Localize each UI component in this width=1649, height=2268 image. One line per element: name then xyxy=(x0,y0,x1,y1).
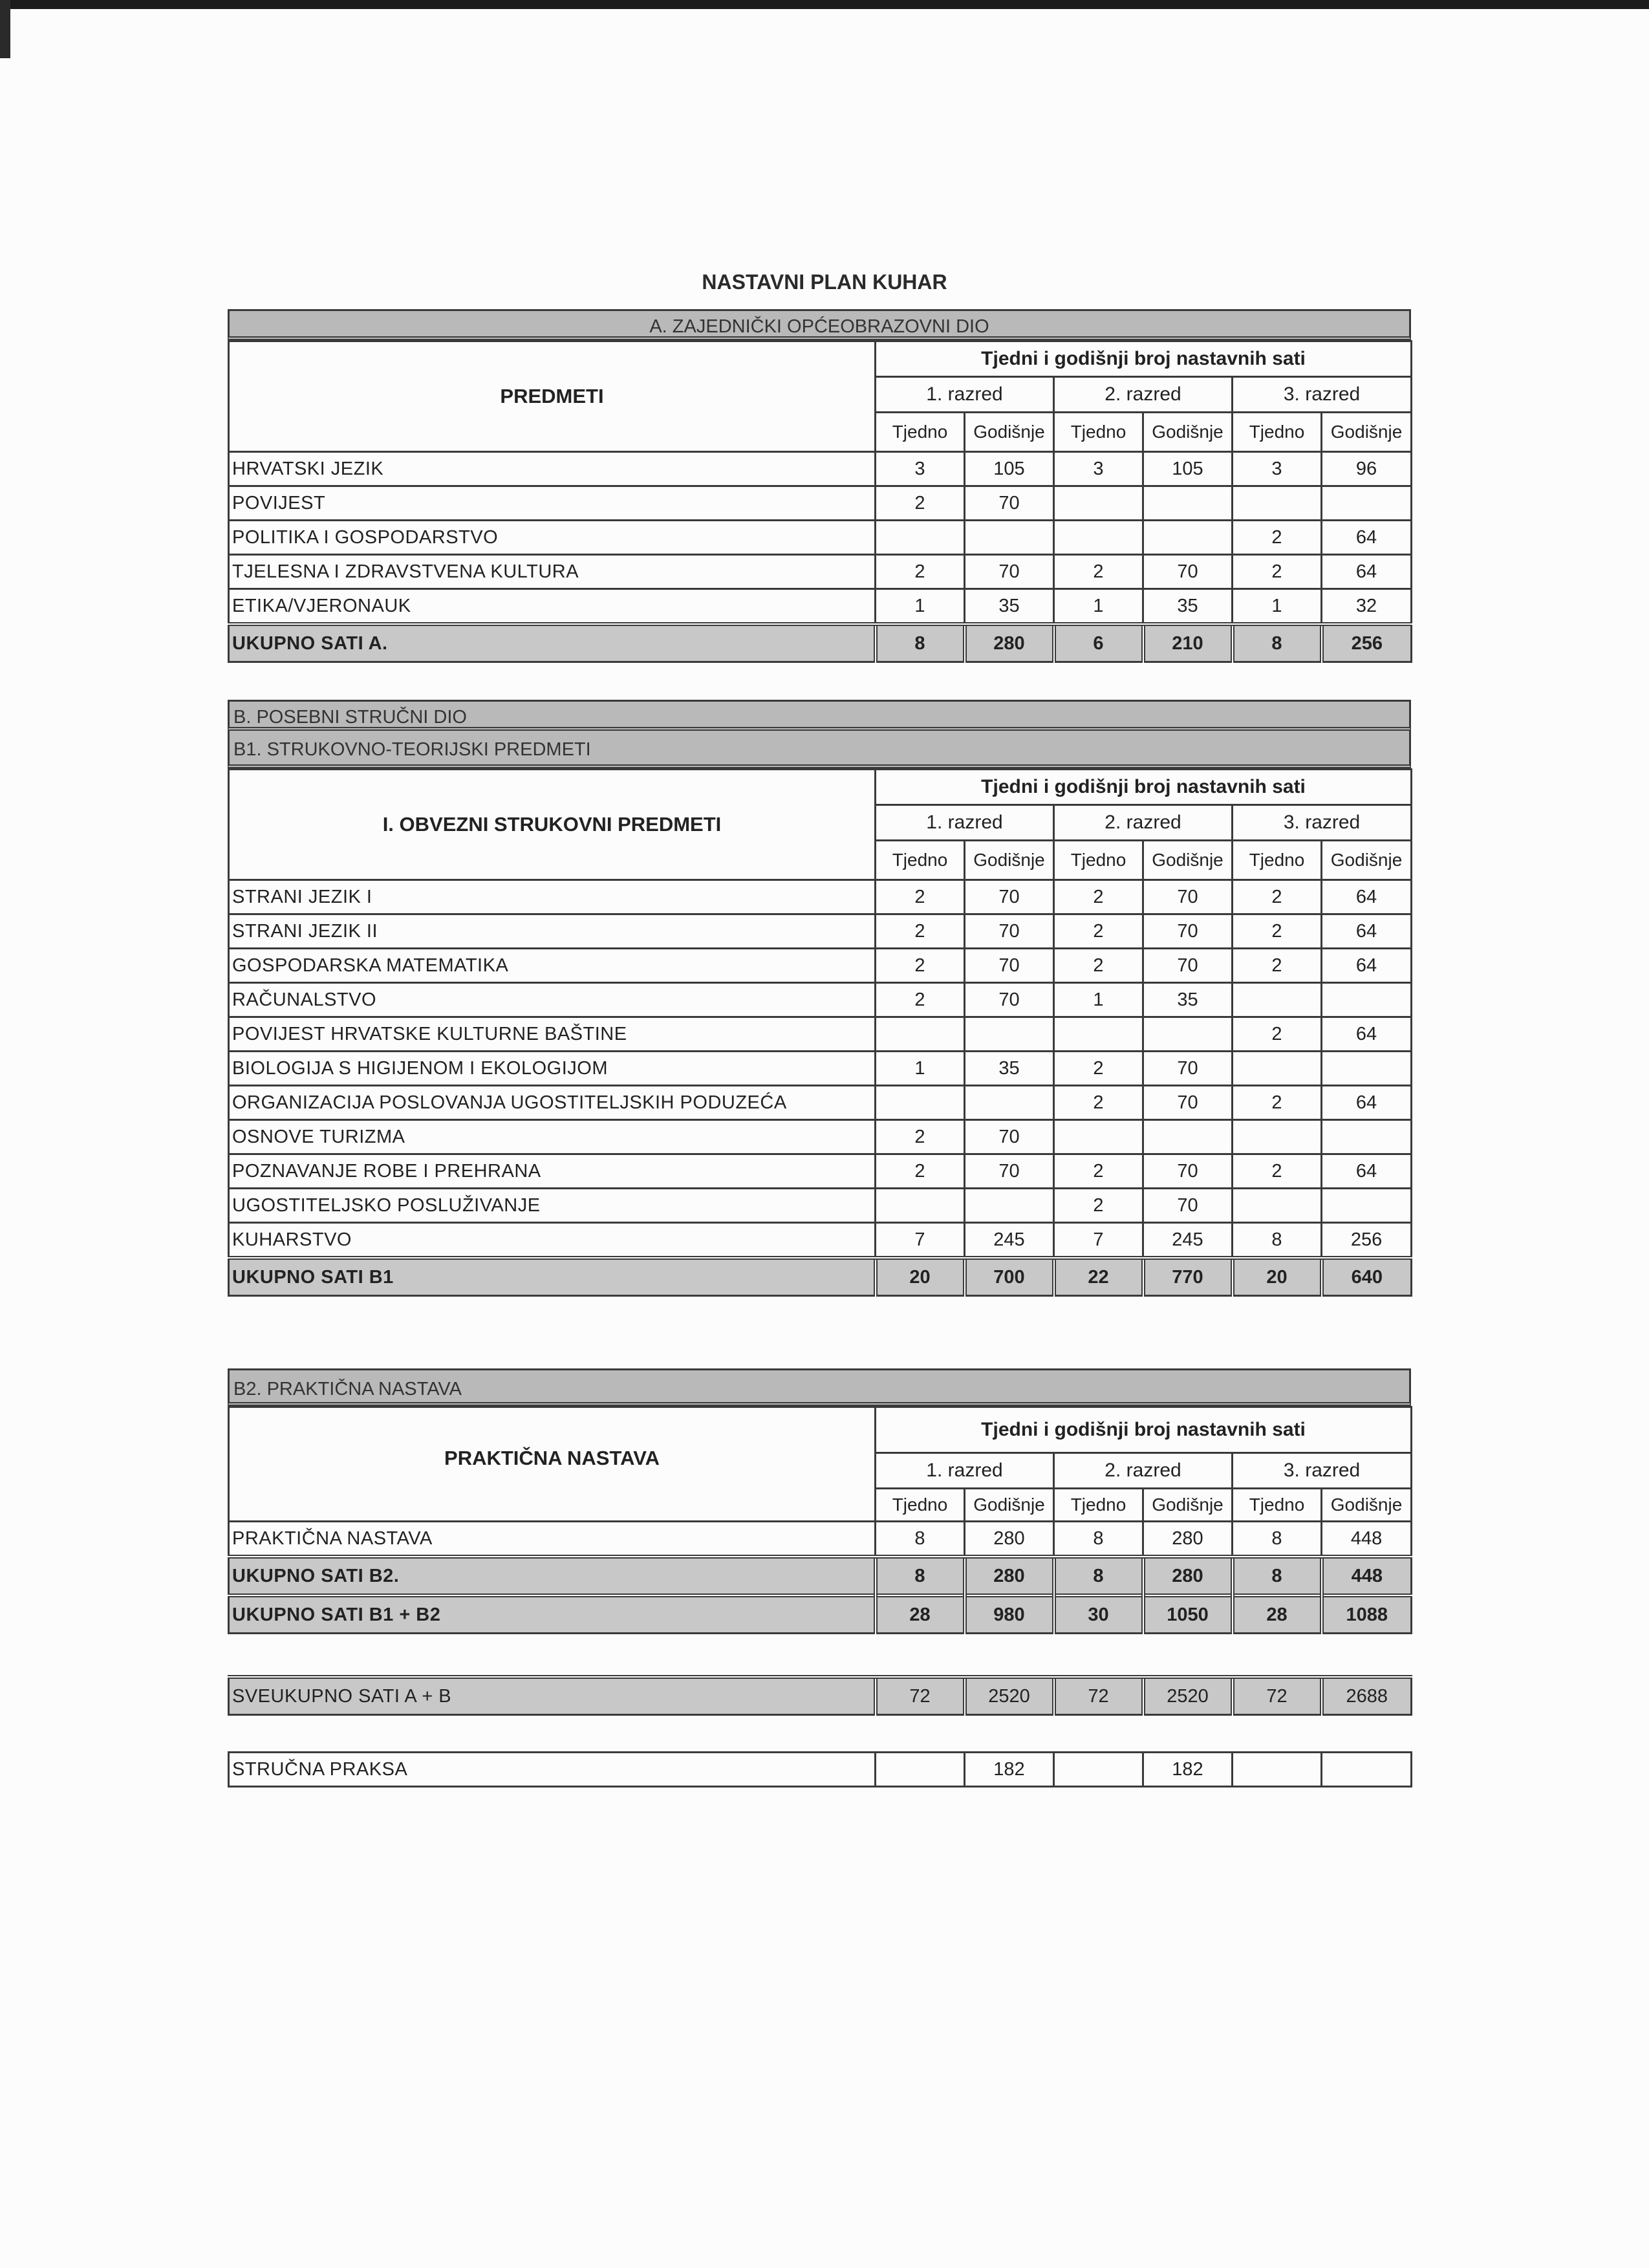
scan-edge-left xyxy=(0,0,10,58)
cell xyxy=(1322,1753,1412,1787)
praksa-table xyxy=(228,1751,1412,1787)
cell: 1050 xyxy=(1143,1595,1233,1634)
cell: 8 xyxy=(1233,624,1322,662)
weekly-hours-cell: 2 xyxy=(876,880,965,914)
weekly-hours-cell xyxy=(876,1017,965,1052)
weekly-hours-cell: 2 xyxy=(876,486,965,521)
subject-name: STRANI JEZIK I xyxy=(229,880,876,914)
annual-hours-cell: 448 xyxy=(1322,1522,1412,1557)
grand-total-row xyxy=(229,1677,1412,1715)
weekly-hours-cell: 1 xyxy=(1233,589,1322,625)
annual-hours-cell: 70 xyxy=(1143,555,1233,589)
section-b2-header: PRAKTIČNA NASTAVA xyxy=(229,1407,876,1522)
weekly-hours-cell: 3 xyxy=(876,452,965,486)
table-row xyxy=(229,452,1412,486)
subject-name: PRAKTIČNA NASTAVA xyxy=(229,1522,876,1557)
annual-hours-cell: 64 xyxy=(1322,880,1412,914)
annual-hours-cell: 70 xyxy=(1143,914,1233,949)
annual-hours-cell: 256 xyxy=(1322,1223,1412,1258)
weekly-hours-cell xyxy=(1054,1120,1143,1154)
annual-hours-cell: 105 xyxy=(1143,452,1233,486)
annual-hours-cell: 64 xyxy=(1322,1154,1412,1189)
tjedno-header: Tjedno xyxy=(1054,841,1143,880)
annual-hours-cell xyxy=(1322,1189,1412,1223)
tjedno-header: Tjedno xyxy=(1054,413,1143,452)
cell: 8 xyxy=(876,624,965,662)
annual-hours-cell: 70 xyxy=(1143,1052,1233,1086)
godisnje-header: Godišnje xyxy=(1322,413,1412,452)
cell: 8 xyxy=(1054,1557,1143,1595)
weekly-hours-cell: 2 xyxy=(1233,555,1322,589)
cell: 2520 xyxy=(1143,1677,1233,1715)
weekly-hours-cell: 1 xyxy=(1054,589,1143,625)
subject-name: POVIJEST HRVATSKE KULTURNE BAŠTINE xyxy=(229,1017,876,1052)
annual-hours-cell: 64 xyxy=(1322,521,1412,555)
annual-hours-cell: 64 xyxy=(1322,1086,1412,1120)
subject-name: STRANI JEZIK II xyxy=(229,914,876,949)
cell: 6 xyxy=(1054,624,1143,662)
subject-name: HRVATSKI JEZIK xyxy=(229,452,876,486)
godisnje-header: Godišnje xyxy=(965,413,1054,452)
section-a xyxy=(228,309,1411,663)
annual-hours-cell: 280 xyxy=(1143,1522,1233,1557)
total-row xyxy=(229,624,1412,662)
praksa-row xyxy=(229,1753,1412,1787)
grade-3-header: 3. razred xyxy=(1233,805,1412,841)
cell: 20 xyxy=(876,1258,965,1296)
godisnje-header: Godišnje xyxy=(1322,841,1412,880)
tjedno-header: Tjedno xyxy=(876,1489,965,1522)
section-b1-table xyxy=(228,768,1412,1297)
section-b1-bar: B1. STRUKOVNO-TEORIJSKI PREDMETI xyxy=(228,731,1411,768)
cell: 28 xyxy=(876,1595,965,1634)
weekly-hours-cell xyxy=(1054,521,1143,555)
cell: 72 xyxy=(1054,1677,1143,1715)
weekly-hours-cell: 2 xyxy=(1233,1017,1322,1052)
grand-total xyxy=(228,1675,1411,1716)
cell: 280 xyxy=(965,624,1054,662)
subject-name: OSNOVE TURIZMA xyxy=(229,1120,876,1154)
weekly-hours-cell: 2 xyxy=(876,983,965,1017)
annual-hours-cell: 64 xyxy=(1322,914,1412,949)
cell: 8 xyxy=(1233,1557,1322,1595)
grade-2-header: 2. razred xyxy=(1054,805,1233,841)
subject-name: POZNAVANJE ROBE I PREHRANA xyxy=(229,1154,876,1189)
annual-hours-cell: 70 xyxy=(1143,949,1233,983)
table-row xyxy=(229,949,1412,983)
cell: 1088 xyxy=(1322,1595,1412,1634)
weekly-hours-cell: 2 xyxy=(1054,555,1143,589)
weekly-hours-cell xyxy=(876,1189,965,1223)
cell: 2688 xyxy=(1322,1677,1412,1715)
cell: 30 xyxy=(1054,1595,1143,1634)
cell: 770 xyxy=(1143,1258,1233,1296)
section-b2-bar: B2. PRAKTIČNA NASTAVA xyxy=(228,1368,1411,1406)
section-a-header: PREDMETI xyxy=(229,341,876,452)
weekly-hours-cell: 8 xyxy=(1054,1522,1143,1557)
grand-total-label: SVEUKUPNO SATI A + B xyxy=(229,1677,876,1715)
tjedno-header: Tjedno xyxy=(1054,1489,1143,1522)
annual-hours-cell: 35 xyxy=(965,589,1054,625)
godisnje-header: Godišnje xyxy=(1143,413,1233,452)
annual-hours-cell: 70 xyxy=(965,1120,1054,1154)
cell: 640 xyxy=(1322,1258,1412,1296)
praksa-label: STRUČNA PRAKSA xyxy=(229,1753,876,1787)
table-row xyxy=(229,486,1412,521)
annual-hours-cell: 96 xyxy=(1322,452,1412,486)
annual-hours-cell: 70 xyxy=(965,1154,1054,1189)
annual-hours-cell: 280 xyxy=(965,1522,1054,1557)
annual-hours-cell xyxy=(1143,486,1233,521)
annual-hours-cell xyxy=(965,1189,1054,1223)
annual-hours-cell: 70 xyxy=(965,486,1054,521)
table-row xyxy=(229,880,1412,914)
grade-1-header: 1. razred xyxy=(876,1453,1054,1489)
weekly-hours-cell xyxy=(1233,1052,1322,1086)
weekly-hours-cell: 2 xyxy=(876,949,965,983)
annual-hours-cell xyxy=(1322,1120,1412,1154)
table-row xyxy=(229,555,1412,589)
subject-name: ORGANIZACIJA POSLOVANJA UGOSTITELJSKIH PODUZEĆA xyxy=(229,1086,876,1120)
annual-hours-cell: 64 xyxy=(1322,555,1412,589)
cell: 448 xyxy=(1322,1557,1412,1595)
weekly-hours-cell: 8 xyxy=(1233,1522,1322,1557)
annual-hours-cell xyxy=(965,1086,1054,1120)
cell: 182 xyxy=(965,1753,1054,1787)
weekly-hours-cell: 2 xyxy=(1054,1154,1143,1189)
subject-name: GOSPODARSKA MATEMATIKA xyxy=(229,949,876,983)
cell: 700 xyxy=(965,1258,1054,1296)
annual-hours-cell: 70 xyxy=(965,914,1054,949)
weekly-hours-cell: 2 xyxy=(1233,1154,1322,1189)
weekly-hours-cell: 1 xyxy=(1054,983,1143,1017)
godisnje-header: Godišnje xyxy=(1143,1489,1233,1522)
grade-3-header: 3. razred xyxy=(1233,377,1412,413)
section-b1-header: I. OBVEZNI STRUKOVNI PREDMETI xyxy=(229,770,876,880)
weekly-hours-cell xyxy=(1054,1017,1143,1052)
weekly-hours-cell xyxy=(1233,1120,1322,1154)
annual-hours-cell xyxy=(1143,1120,1233,1154)
annual-hours-cell xyxy=(965,521,1054,555)
cell: 256 xyxy=(1322,624,1412,662)
scan-edge-top xyxy=(0,0,1649,9)
annual-hours-cell xyxy=(1322,983,1412,1017)
weekly-hours-cell xyxy=(1233,1189,1322,1223)
table-row xyxy=(229,983,1412,1017)
weekly-hours-cell: 3 xyxy=(1233,452,1322,486)
annual-hours-cell xyxy=(1143,521,1233,555)
tjedno-header: Tjedno xyxy=(876,841,965,880)
table-row xyxy=(229,1154,1412,1189)
total-label: UKUPNO SATI B2. xyxy=(229,1557,876,1595)
table-row xyxy=(229,1086,1412,1120)
cell: 210 xyxy=(1143,624,1233,662)
table-row xyxy=(229,1017,1412,1052)
weekly-hours-cell xyxy=(1233,486,1322,521)
cell xyxy=(1054,1753,1143,1787)
cell xyxy=(876,1753,965,1787)
total-label: UKUPNO SATI B1 xyxy=(229,1258,876,1296)
tjedno-header: Tjedno xyxy=(876,413,965,452)
annual-hours-cell: 35 xyxy=(1143,589,1233,625)
total-row xyxy=(229,1557,1412,1595)
annual-hours-cell: 70 xyxy=(1143,1154,1233,1189)
weekly-hours-cell: 8 xyxy=(876,1522,965,1557)
annual-hours-cell: 245 xyxy=(965,1223,1054,1258)
annual-hours-cell: 64 xyxy=(1322,949,1412,983)
weekly-hours-cell: 7 xyxy=(1054,1223,1143,1258)
table-row xyxy=(229,1120,1412,1154)
cell: 22 xyxy=(1054,1258,1143,1296)
annual-hours-cell xyxy=(1322,1052,1412,1086)
grade-2-header: 2. razred xyxy=(1054,377,1233,413)
annual-hours-cell: 70 xyxy=(965,983,1054,1017)
section-b2 xyxy=(228,1368,1411,1634)
weekly-hours-cell: 1 xyxy=(876,1052,965,1086)
weekly-hours-cell: 2 xyxy=(1054,1189,1143,1223)
annual-hours-cell: 70 xyxy=(965,555,1054,589)
cell: 28 xyxy=(1233,1595,1322,1634)
grade-1-header: 1. razred xyxy=(876,805,1054,841)
weekly-hours-cell xyxy=(876,1086,965,1120)
godisnje-header: Godišnje xyxy=(965,1489,1054,1522)
annual-hours-cell: 32 xyxy=(1322,589,1412,625)
annual-hours-cell: 70 xyxy=(965,880,1054,914)
annual-hours-cell xyxy=(1322,486,1412,521)
subject-name: RAČUNALSTVO xyxy=(229,983,876,1017)
section-b-bar: B. POSEBNI STRUČNI DIO xyxy=(228,700,1411,731)
annual-hours-cell: 35 xyxy=(965,1052,1054,1086)
table-row xyxy=(229,1052,1412,1086)
weekly-hours-cell: 2 xyxy=(876,1120,965,1154)
weekly-hours-cell xyxy=(1233,983,1322,1017)
grade-3-header: 3. razred xyxy=(1233,1453,1412,1489)
weekly-hours-cell: 2 xyxy=(1054,1086,1143,1120)
total-label: UKUPNO SATI A. xyxy=(229,624,876,662)
table-row xyxy=(229,914,1412,949)
subject-name: KUHARSTVO xyxy=(229,1223,876,1258)
tjedno-header: Tjedno xyxy=(1233,413,1322,452)
section-a-table xyxy=(228,340,1412,663)
annual-hours-cell: 245 xyxy=(1143,1223,1233,1258)
weekly-hours-cell: 3 xyxy=(1054,452,1143,486)
weekly-hours-cell: 2 xyxy=(1233,880,1322,914)
weekly-annual-header: Tjedni i godišnji broj nastavnih sati xyxy=(876,341,1412,377)
cell xyxy=(1233,1753,1322,1787)
annual-hours-cell: 70 xyxy=(965,949,1054,983)
annual-hours-cell: 70 xyxy=(1143,880,1233,914)
table-row xyxy=(229,1189,1412,1223)
total-row xyxy=(229,1595,1412,1634)
cell: 8 xyxy=(876,1557,965,1595)
table-row xyxy=(229,1522,1412,1557)
cell: 72 xyxy=(1233,1677,1322,1715)
subject-name: ETIKA/VJERONAUK xyxy=(229,589,876,625)
cell: 280 xyxy=(965,1557,1054,1595)
cell: 72 xyxy=(876,1677,965,1715)
cell: 20 xyxy=(1233,1258,1322,1296)
weekly-hours-cell: 2 xyxy=(1054,949,1143,983)
weekly-hours-cell: 7 xyxy=(876,1223,965,1258)
praksa xyxy=(228,1751,1411,1787)
subject-name: UGOSTITELJSKO POSLUŽIVANJE xyxy=(229,1189,876,1223)
weekly-hours-cell: 2 xyxy=(876,555,965,589)
annual-hours-cell: 105 xyxy=(965,452,1054,486)
subject-name: POVIJEST xyxy=(229,486,876,521)
weekly-hours-cell: 2 xyxy=(1233,949,1322,983)
godisnje-header: Godišnje xyxy=(1322,1489,1412,1522)
annual-hours-cell xyxy=(965,1017,1054,1052)
section-a-bar: A. ZAJEDNIČKI OPĆEOBRAZOVNI DIO xyxy=(228,309,1411,340)
weekly-hours-cell: 2 xyxy=(1054,880,1143,914)
weekly-hours-cell: 2 xyxy=(1233,914,1322,949)
cell: 2520 xyxy=(965,1677,1054,1715)
total-row xyxy=(229,1258,1412,1296)
grand-total-table xyxy=(228,1675,1412,1716)
weekly-annual-header: Tjedni i godišnji broj nastavnih sati xyxy=(876,1407,1412,1453)
tjedno-header: Tjedno xyxy=(1233,1489,1322,1522)
subject-name: BIOLOGIJA S HIGIJENOM I EKOLOGIJOM xyxy=(229,1052,876,1086)
section-b1 xyxy=(228,700,1411,1297)
weekly-hours-cell: 2 xyxy=(1233,521,1322,555)
weekly-hours-cell xyxy=(876,521,965,555)
annual-hours-cell: 64 xyxy=(1322,1017,1412,1052)
tjedno-header: Tjedno xyxy=(1233,841,1322,880)
weekly-hours-cell: 1 xyxy=(876,589,965,625)
weekly-hours-cell: 2 xyxy=(1233,1086,1322,1120)
weekly-hours-cell: 2 xyxy=(876,1154,965,1189)
section-b2-table xyxy=(228,1406,1412,1634)
annual-hours-cell: 70 xyxy=(1143,1189,1233,1223)
cell: 280 xyxy=(1143,1557,1233,1595)
table-row xyxy=(229,589,1412,625)
annual-hours-cell: 70 xyxy=(1143,1086,1233,1120)
subject-name: TJELESNA I ZDRAVSTVENA KULTURA xyxy=(229,555,876,589)
weekly-hours-cell: 2 xyxy=(876,914,965,949)
weekly-hours-cell xyxy=(1054,486,1143,521)
cell: 182 xyxy=(1143,1753,1233,1787)
weekly-hours-cell: 2 xyxy=(1054,1052,1143,1086)
cell: 980 xyxy=(965,1595,1054,1634)
weekly-annual-header: Tjedni i godišnji broj nastavnih sati xyxy=(876,770,1412,805)
subject-name: POLITIKA I GOSPODARSTVO xyxy=(229,521,876,555)
annual-hours-cell: 35 xyxy=(1143,983,1233,1017)
godisnje-header: Godišnje xyxy=(965,841,1054,880)
godisnje-header: Godišnje xyxy=(1143,841,1233,880)
annual-hours-cell xyxy=(1143,1017,1233,1052)
total-label: UKUPNO SATI B1 + B2 xyxy=(229,1595,876,1634)
table-row xyxy=(229,521,1412,555)
weekly-hours-cell: 8 xyxy=(1233,1223,1322,1258)
table-row xyxy=(229,1223,1412,1258)
document-title: NASTAVNI PLAN KUHAR xyxy=(702,270,947,294)
grade-2-header: 2. razred xyxy=(1054,1453,1233,1489)
weekly-hours-cell: 2 xyxy=(1054,914,1143,949)
grade-1-header: 1. razred xyxy=(876,377,1054,413)
